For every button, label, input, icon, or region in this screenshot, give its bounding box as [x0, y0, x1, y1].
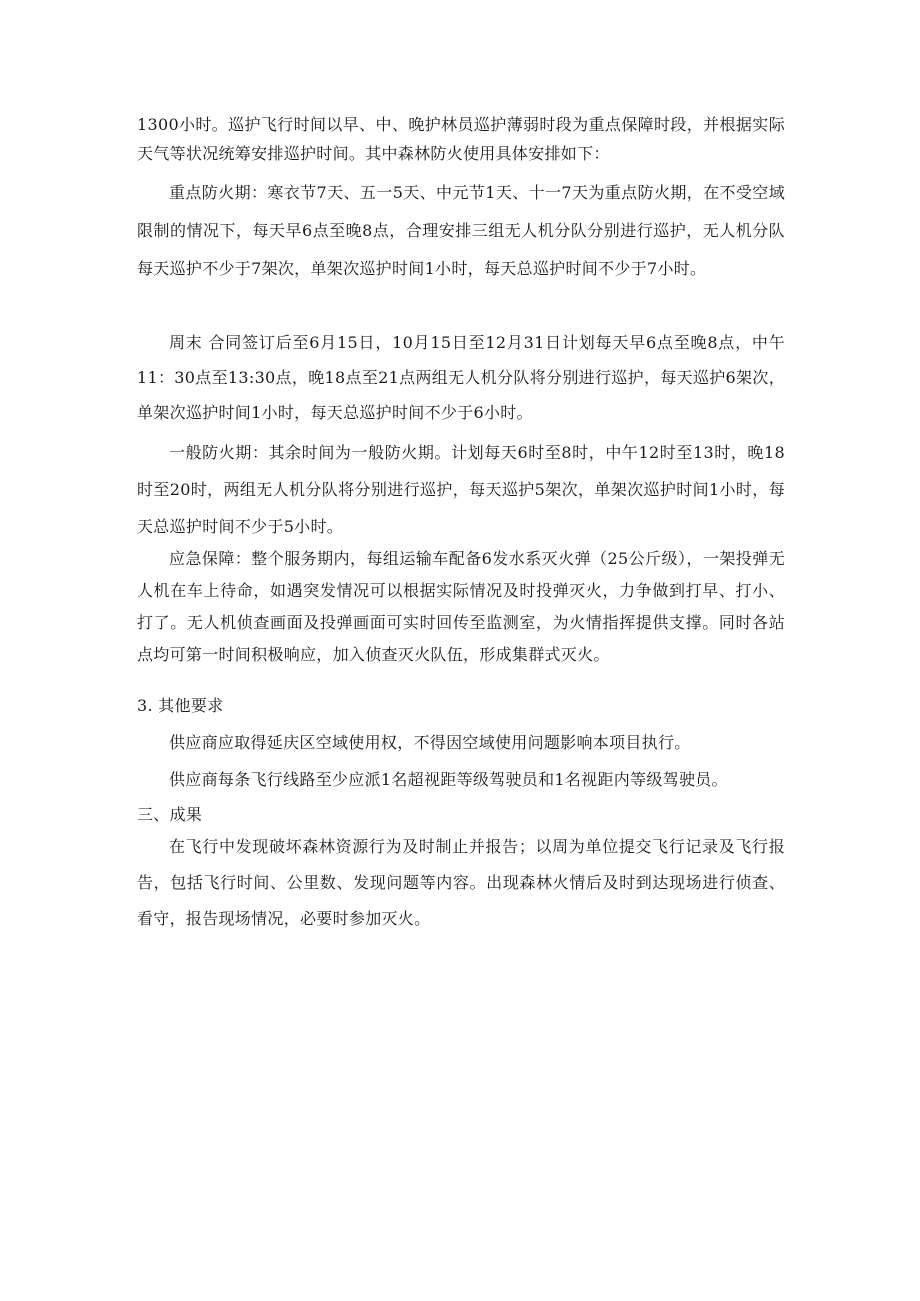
pilots-paragraph: 供应商每条飞行线路至少应派1名超视距等级驾驶员和1名视距内等级驾驶员。 [169, 770, 728, 789]
intro-paragraph: 1300小时。巡护飞行时间以早、中、晚护林员巡护薄弱时段为重点保障时段，并根据实际天气等状况统筹安排巡护时间。其中森林防火使用具体安排如下： [137, 115, 785, 163]
emergency-paragraph: 应急保障：整个服务期内，每组运输车配备6发水系灭火弹（25公斤级），一架投弹无人机在车上待命，如遇突发情况可以根据实际情况及时投弹灭火，力争做到打早、打小、打了。无人机侦查画面及投弹画面可实时回传至监测室，为火情指挥提供支撑。同时各站点均可第一时间积极响应，加入侦查灭火队伍，形成集群式灭火。 [137, 549, 785, 664]
weekend-paragraph: 周末 合同签订后至6月15日，10月15日至12月31日计划每天早6点至晚8点，中午11：30点至13:30点，晚18点至21点两组无人机分队将分别进行巡护，每天巡护6架次，单架次巡护时间1小时，每天总巡护时间不少于6小时。 [137, 333, 785, 422]
airspace-paragraph: 供应商应取得延庆区空域使用权，不得因空域使用问题影响本项目执行。 [169, 733, 691, 752]
key-fire-period-paragraph: 重点防火期：寒衣节7天、五一5天、中元节1天、十一7天为重点防火期，在不受空域限制的情况下，每天早6点至晚8点，合理安排三组无人机分队分别进行巡护，无人机分队每天巡护不少于7架次，单架次巡护时间1小时，每天总巡护时间不少于7小时。 [137, 183, 785, 278]
results-paragraph: 在飞行中发现破坏森林资源行为及时制止并报告；以周为单位提交飞行记录及飞行报告，包括飞行时间、公里数、发现问题等内容。出现森林火情后及时到达现场进行侦查、看守，报告现场情况，必要时参加灭火。 [137, 837, 785, 928]
other-requirements-heading: 3. 其他要求 [137, 696, 224, 715]
general-fire-period-paragraph: 一般防火期：其余时间为一般防火期。计划每天6时至8时，中午12时至13时，晚18时至20时，两组无人机分队将分别进行巡护，每天巡护5架次，单架次巡护时间1小时，每天总巡护时间不少于5小时。 [137, 443, 785, 536]
results-heading: 三、成果 [137, 805, 203, 824]
